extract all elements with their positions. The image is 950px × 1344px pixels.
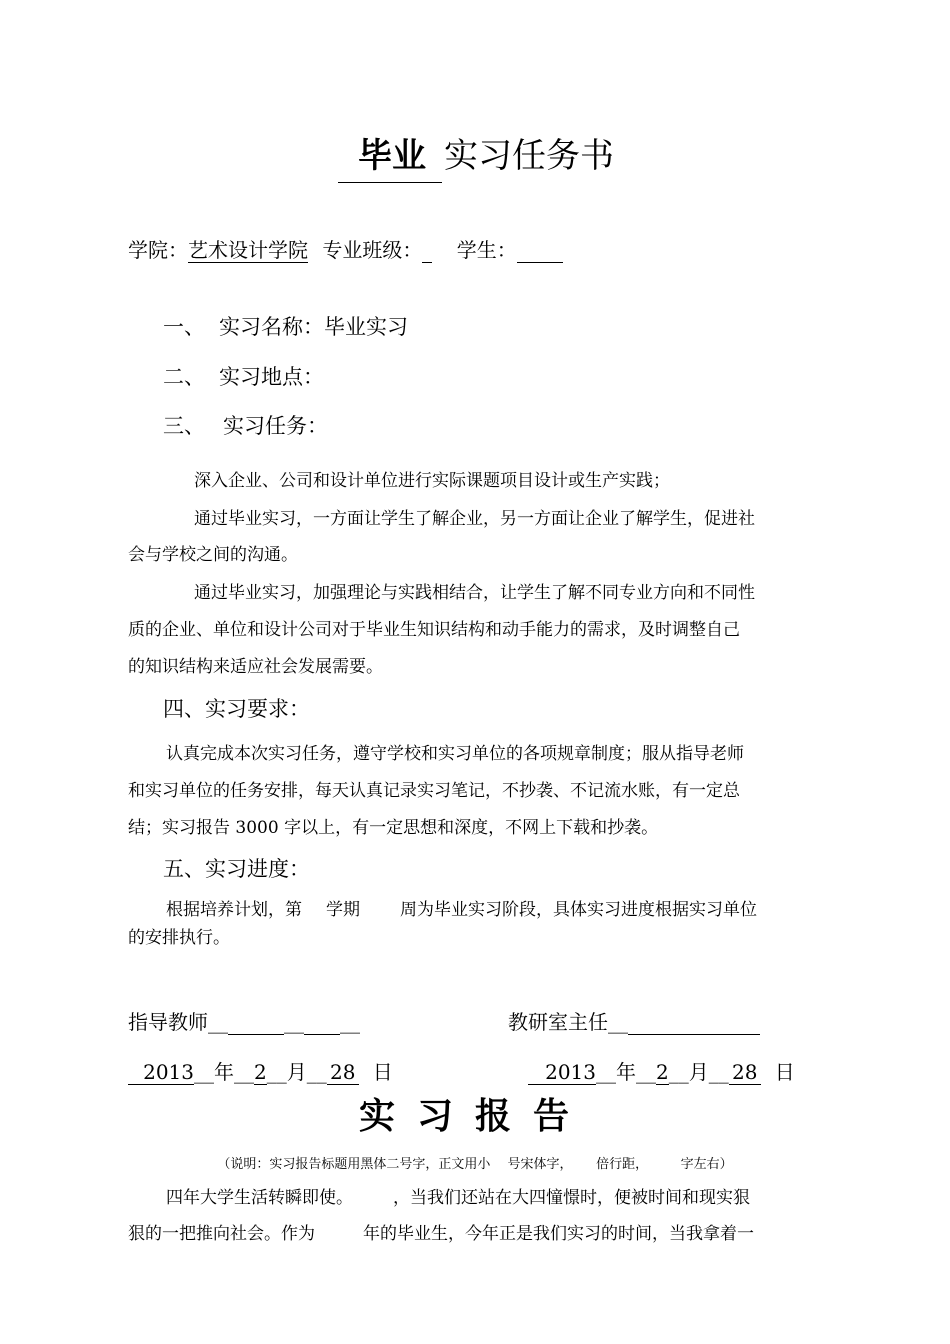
- task-paragraph-1: 深入企业、公司和设计单位进行实际课题项目设计或生产实践；: [194, 471, 670, 491]
- report-body-1a: 四年大学生活转瞬即使。: [166, 1188, 353, 1208]
- task-paragraph-3-line-1: 通过毕业实习，加强理论与实践相结合，让学生了解不同专业方向和不同性: [194, 583, 755, 603]
- requirements-line-1: 认真完成本次实习任务，遵守学校和实习单位的各项规章制度；服从指导老师: [166, 744, 744, 764]
- section-3-num: 三、: [163, 414, 205, 438]
- schedule-text-a: 根据培养计划，第: [166, 900, 302, 920]
- section-5-heading: 五、实习进度：: [163, 857, 310, 881]
- date-left-month-unit: 月: [286, 1060, 307, 1084]
- task-paragraph-2-line-1: 通过毕业实习，一方面让学生了解企业，另一方面让企业了解学生，促进社: [194, 509, 755, 529]
- section-1-num: 一、: [163, 315, 205, 339]
- date-right-month-unit: 月: [688, 1060, 709, 1084]
- title-underline: [338, 182, 442, 183]
- date-right-year-unit: 年: [616, 1060, 636, 1084]
- info-line: [128, 234, 563, 263]
- date-right-month: 2: [656, 1060, 669, 1084]
- section-2-text: 实习地点：: [219, 365, 324, 389]
- task-paragraph-3-line-3: 的知识结构来适应社会发展需要。: [128, 657, 383, 677]
- report-body-line-1: [166, 1180, 750, 1217]
- student-blank: [517, 240, 563, 263]
- section-2: [163, 361, 324, 391]
- title-bold-part: 毕业: [358, 136, 426, 176]
- section-3: [163, 410, 328, 440]
- title-rest: 实习任务书: [444, 136, 614, 176]
- date-left-day: 28: [327, 1061, 359, 1085]
- advisor-blank-1: [228, 1011, 284, 1035]
- requirements-line-3: 结；实习报告 3000 字以上，有一定思想和深度，不网上下载和抄袭。: [128, 818, 659, 838]
- section-3-text: 实习任务：: [223, 414, 328, 438]
- report-body-line-2: [128, 1216, 754, 1253]
- advisor-blank-2: [304, 1011, 340, 1035]
- date-left: 2013__年__2__月__ 28 日: [128, 1056, 393, 1085]
- section-2-num: 二、: [163, 365, 205, 389]
- date-left-day-unit: 日: [372, 1060, 393, 1084]
- date-right-day: 28: [729, 1061, 761, 1085]
- date-right-day-unit: 日: [774, 1060, 795, 1084]
- date-left-year-unit: 年: [214, 1060, 234, 1084]
- section-1-text: 实习名称：毕业实习: [219, 315, 408, 339]
- advisor-label: 指导教师: [128, 1010, 208, 1034]
- director-signature: 教研室主任__: [508, 1006, 760, 1035]
- advisor-signature: 指导教师__ __ __: [128, 1010, 360, 1034]
- section-1: [163, 311, 408, 341]
- date-left-month: 2: [254, 1060, 267, 1084]
- date-right-year: 2013: [528, 1061, 596, 1085]
- college-label: 学院：: [128, 238, 188, 262]
- class-label: 专业班级：: [322, 238, 423, 262]
- college-value: 艺术设计学院: [188, 238, 308, 262]
- task-paragraph-3-line-2: 质的企业、单位和设计公司对于毕业生知识结构和动手能力的需求，及时调整自己: [128, 620, 740, 640]
- schedule-line-1: [166, 892, 757, 929]
- report-note: （说明：实习报告标题用黑体二号字，正文用小 号宋体字， 倍行距， 字左右）: [217, 1157, 733, 1172]
- report-body-2b: 年的毕业生，今年正是我们实习的时间，当我拿着一: [363, 1224, 754, 1244]
- class-blank: [422, 240, 432, 263]
- schedule-text-c: 周为毕业实习阶段，具体实习进度根据实习单位: [400, 900, 757, 920]
- director-label: 教研室主任: [508, 1010, 608, 1034]
- schedule-text-b: 学期: [326, 900, 360, 920]
- report-body-1b: ，当我们还站在大四憧憬时，便被时间和现实狠: [393, 1188, 750, 1208]
- student-label: 学生：: [456, 238, 517, 262]
- schedule-line-2: 的安排执行。: [128, 928, 230, 948]
- task-paragraph-2-line-2: 会与学校之间的沟通。: [128, 545, 298, 565]
- section-4-heading: 四、实习要求：: [163, 697, 310, 721]
- report-body-2a: 狠的一把推向社会。作为: [128, 1224, 315, 1244]
- date-right: 2013__年__2__月__ 28 日: [528, 1056, 795, 1085]
- report-title: 实习报告: [358, 1095, 591, 1137]
- date-left-year: 2013: [128, 1061, 194, 1085]
- director-blank: [628, 1011, 760, 1035]
- requirements-line-2: 和实习单位的任务安排，每天认真记录实习笔记，不抄袭、不记流水账，有一定总: [128, 781, 740, 801]
